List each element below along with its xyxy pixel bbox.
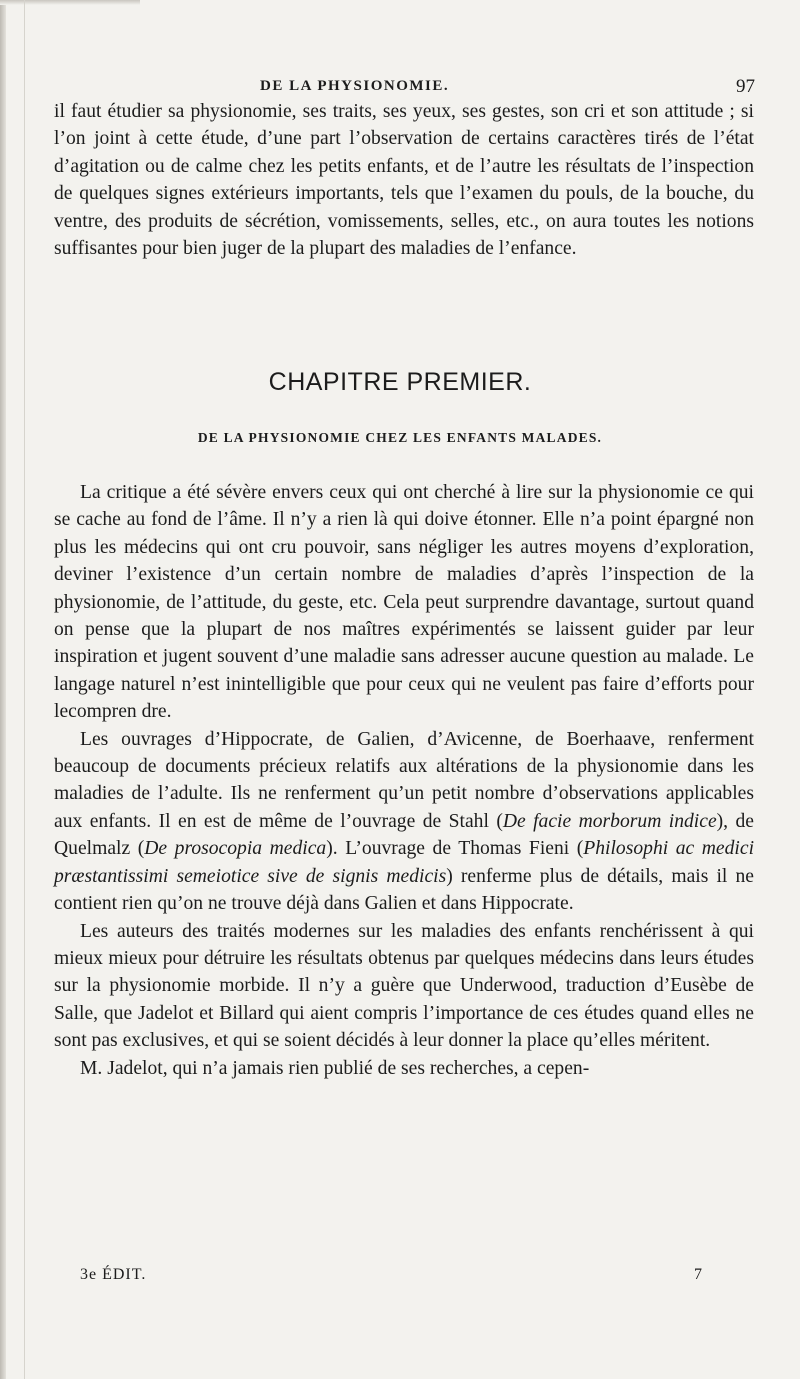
p2-text-d: ) renferme plus de détails, mais il ne contient rien qu’on ne trouve déjà dans Galien et dans Hippocrate.: [54, 865, 754, 915]
p2-title-quelmalz: De prosocopia medica: [144, 838, 327, 860]
p2-text-b: ), de Quelmalz (: [54, 810, 754, 860]
page-edge-shadow: [0, 0, 6, 1379]
gutter-line: [24, 0, 25, 1379]
p2-title-fieni: Philosophi ac medici præstantissimi semeiotice sive de signis medicis: [54, 838, 755, 887]
running-head: DE LA PHYSIONOMIE.: [260, 78, 450, 94]
signature-mark: 3e ÉDIT.: [80, 1266, 147, 1283]
body-paragraph-3: Les auteurs des traités modernes sur les maladies des enfants renchérissent à qui mieux mieux pour détruire les résultats obtenus par quelques médecins dans leurs études sur la physionomie morbide. Il n’y a guère que Underwood, traduction d’Eusèbe de Salle, que Jadelot et Billard qui aient compris l’importance de ces études quand elles ne sont pas exclusives, et qui se soient décidés à leur donner la place qu’elles méritent.: [54, 920, 754, 1052]
body-paragraph-2: [54, 726, 754, 918]
p2-text-c: ). L’ouvrage de Thomas Fieni (: [326, 838, 584, 860]
intro-text: [54, 98, 754, 262]
chapter-title: CHAPITRE PREMIER.: [268, 368, 532, 396]
p2-text-a: Les ouvrages d’Hippocrate, de Galien, d’Avicenne, de Boerhaave, renferment beaucoup de documents précieux relatifs aux altérations de la physionomie dans les maladies de l’adulte. Ils ne renferment qu’un petit nombre d’observations applicables aux enfants. Il en est de même de l’ouvrage de Stahl (: [54, 728, 754, 832]
chapter-body: [54, 479, 754, 1082]
chapter-subtitle: DE LA PHYSIONOMIE CHEZ LES ENFANTS MALADES.: [197, 430, 603, 445]
signature-number: 7: [694, 1266, 702, 1283]
body-paragraph-4: M. Jadelot, qui n’a jamais rien publié de ses recherches, a cepen-: [80, 1057, 590, 1079]
page-number: 97: [736, 76, 755, 97]
body-paragraph-1: La critique a été sévère envers ceux qui ont cherché à lire sur la physionomie ce qui se cache au fond de l’âme. Il n’y a rien là qui doive étonner. Elle n’a point épargné non plus les médecins qui ont cru pouvoir, sans négliger les autres moyens d’exploration, deviner l’existence d’un certain nombre de maladies d’après l’inspection de la physionomie, de l’attitude, du geste, etc. Cela peut surprendre davantage, surtout quand on pense que la plupart de nos maîtres expérimentés se laissent guider par leur inspiration et jugent souvent d’une maladie sans adresser aucune question au malade. Le langage naturel n’est inintelligible que pour ceux qui ne veulent pas faire d’efforts pour lecompren dre.: [54, 482, 754, 723]
page-top-edge: [0, 0, 140, 5]
p2-title-stahl: De facie morborum indice: [502, 810, 717, 832]
intro-paragraph: il faut étudier sa physionomie, ses traits, ses yeux, ses gestes, son cri et son attitude ; si l’on joint à cette étude, d’une part l’observation de certains caractères tirés de l’état d’agitation ou de calme chez les petits enfants, et de l’autre les résultats de l’inspection de quelques signes extérieurs importants, tels que l’examen du pouls, de la bouche, du ventre, des produits de sécrétion, vomissements, selles, etc., on aura toutes les notions suffisantes pour bien juger de la plupart des maladies de l’enfance.: [54, 101, 754, 260]
